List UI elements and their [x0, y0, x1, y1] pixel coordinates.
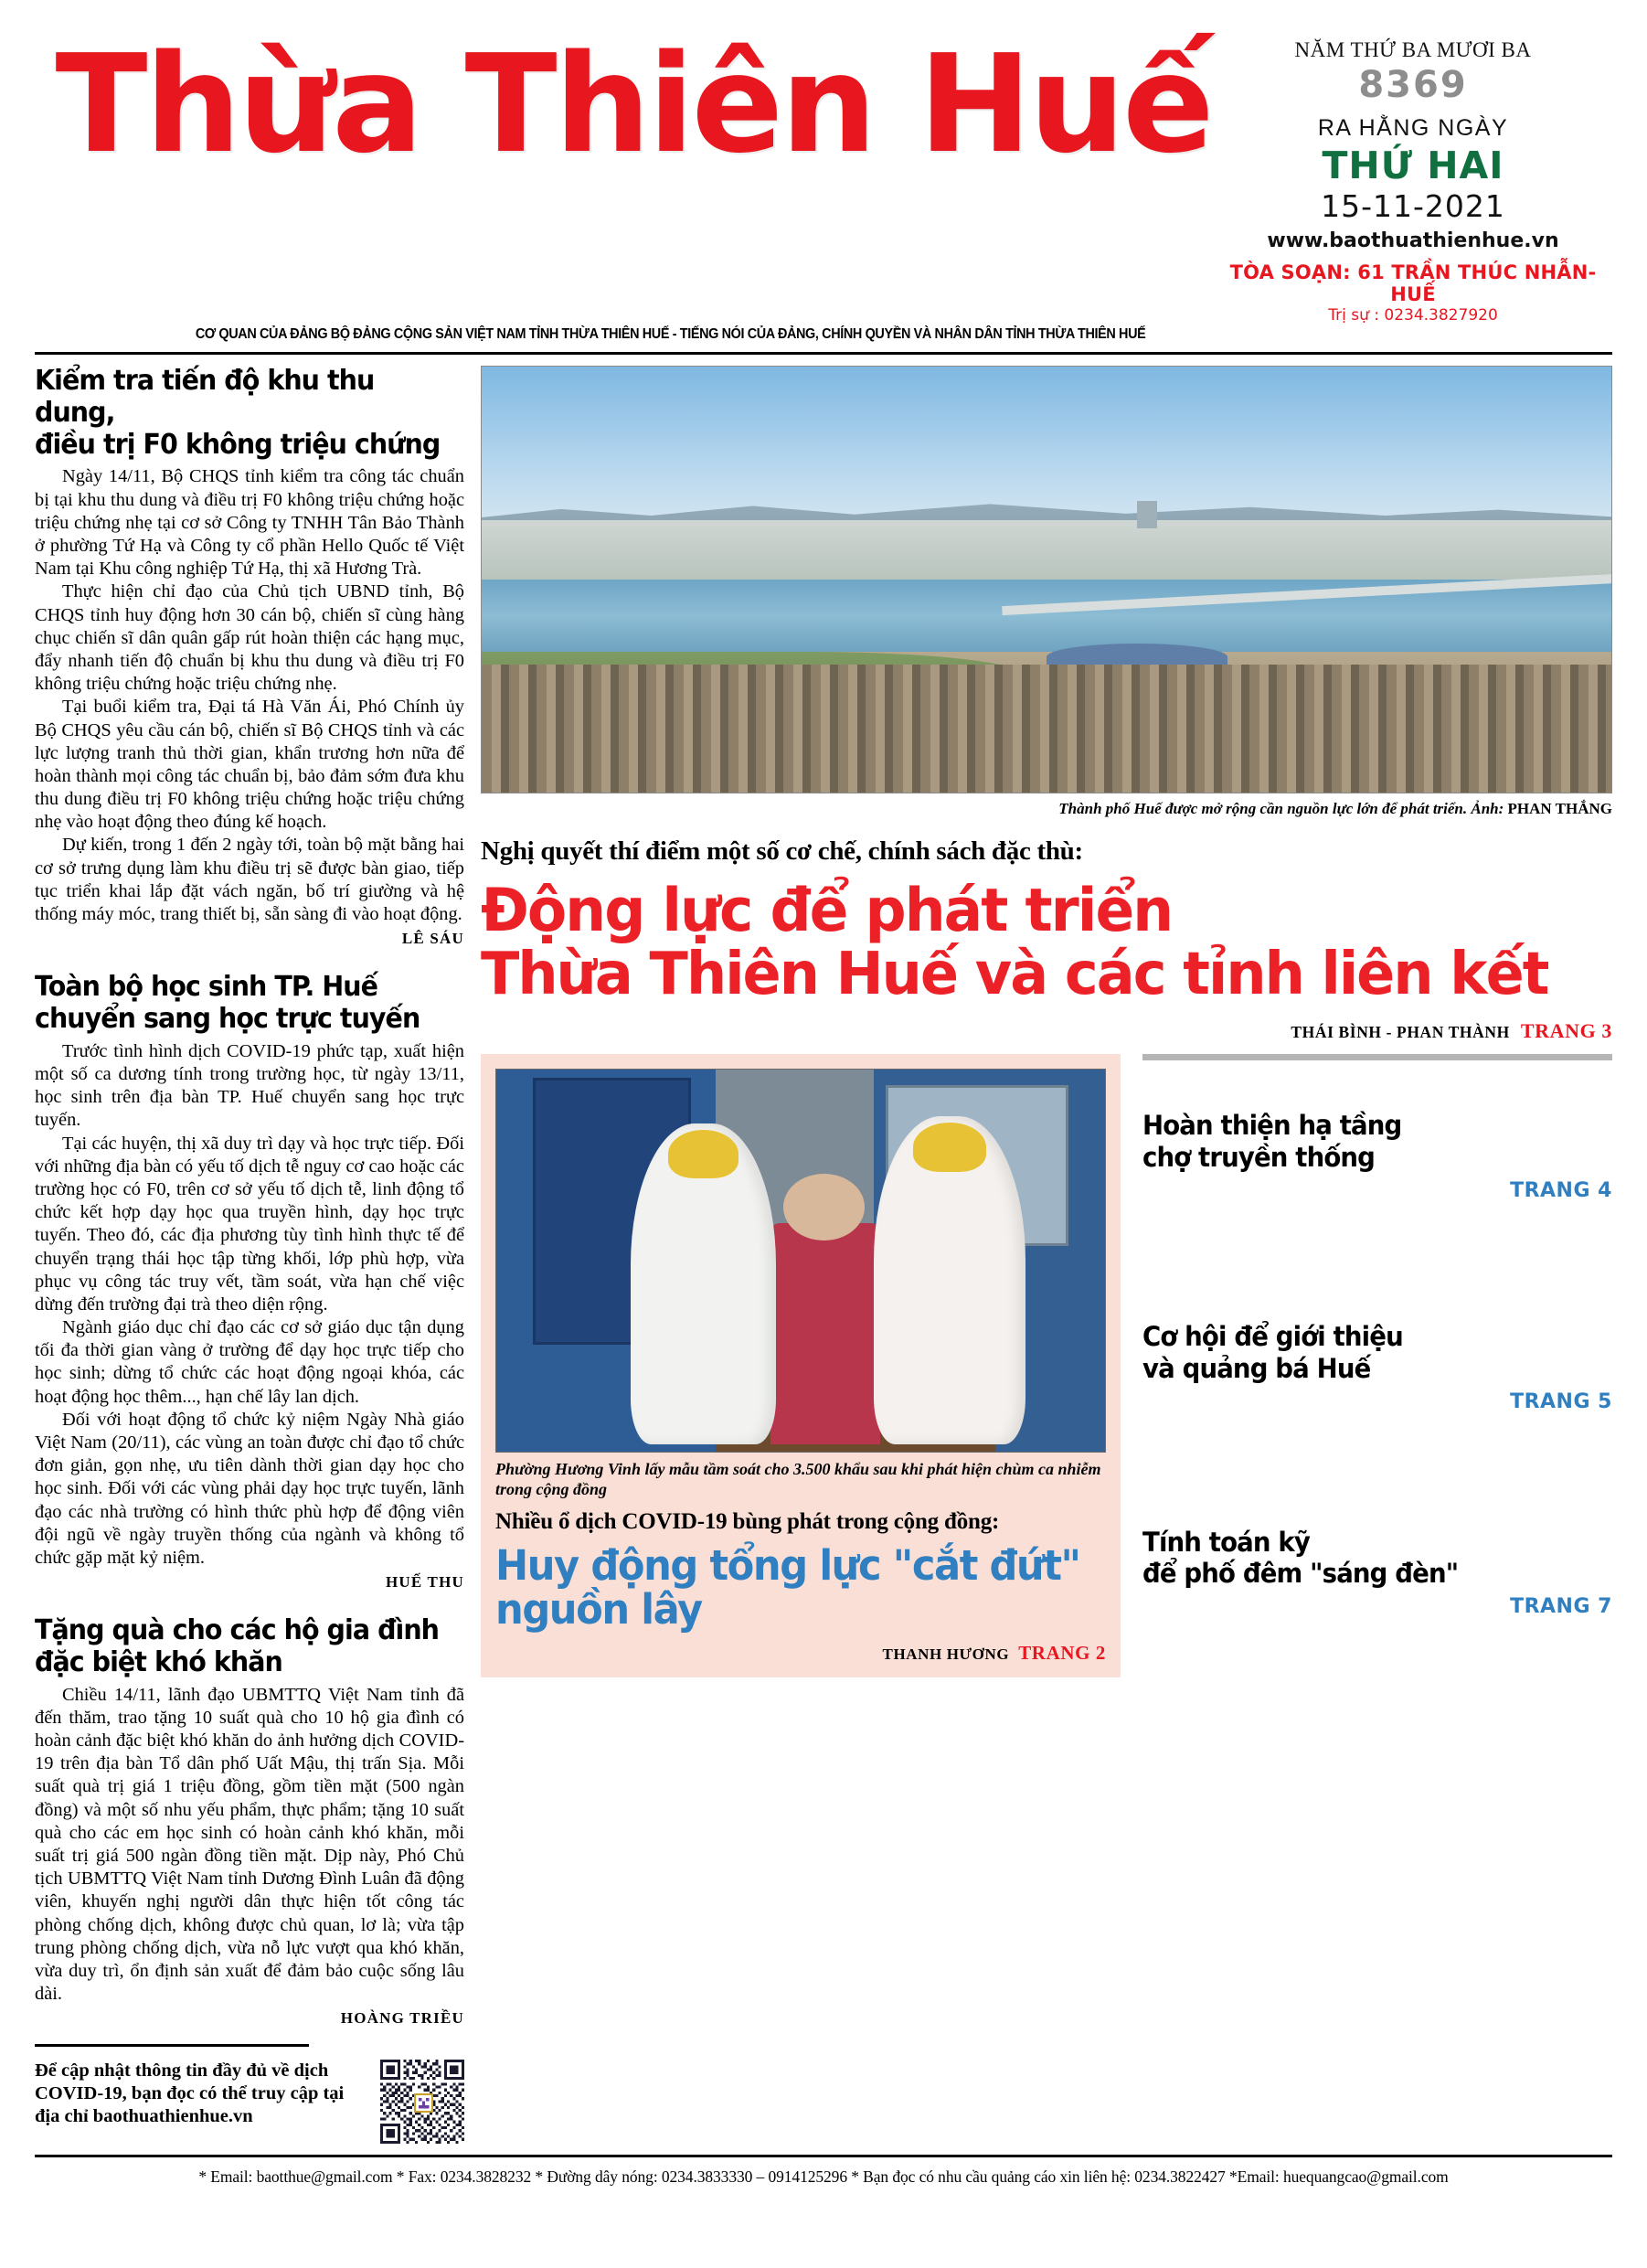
main-column: [481, 366, 1612, 2144]
masthead-divider: [35, 352, 1612, 355]
qr-code-icon[interactable]: [380, 2060, 464, 2144]
page-content: [35, 366, 1612, 2144]
teaser-3-page-ref[interactable]: TRANG 7: [1510, 1595, 1612, 1619]
covid-author: THANH HƯƠNG: [882, 1645, 1010, 1663]
covid-photo-worker-left: [631, 1123, 777, 1444]
teaser-2-line2: và quảng bá Huế: [1142, 1352, 1371, 1384]
office-address: TÒA SOẠN: 61 TRẦN THÚC NHẪN-HUẾ: [1229, 261, 1597, 306]
article3-byline: HOÀNG TRIỀU: [340, 2009, 464, 2028]
article1-body: [35, 465, 464, 926]
footer-contact-line: * Email: baotthue@gmail.com * Fax: 0234.3828232 * Đường dây nóng: 0234.3833330 – 0914125296 * Bạn đọc có nhu cầu quảng cáo xin liên hệ: 0234.3822427 *Email: huequangcao@gmail.com: [198, 2167, 1449, 2187]
teaser-spacer-1: [1142, 1213, 1612, 1321]
teaser-1-line2: chợ truyền thống: [1142, 1142, 1376, 1174]
article1-headline-line1: Kiểm tra tiến độ khu thu dung,: [35, 365, 375, 429]
office-phone: Trị sự : 0234.3827920: [1328, 306, 1498, 325]
covid-page-ref[interactable]: TRANG 2: [1018, 1641, 1106, 1664]
hero-sky-layer: [482, 367, 1611, 528]
teaser-3-title: [1142, 1527, 1589, 1591]
publication-date: 15-11-2021: [1321, 188, 1505, 225]
hero-headline-line1: Động lực để phát triển: [481, 877, 1173, 946]
article-kiem-tra-tien-do[interactable]: [35, 366, 464, 948]
hero-page-ref[interactable]: TRANG 3: [1520, 1019, 1612, 1043]
promo-text: Để cập nhật thông tin đầy đủ về dịch COVID-19, bạn đọc có thể truy cập tại địa chỉ baothuathienhue.vn: [35, 2060, 345, 2127]
article3-headline: [35, 1615, 443, 1679]
hero-kicker: Nghị quyết thí điểm một số cơ chế, chính sách đặc thù:: [481, 836, 1083, 867]
covid-headline[interactable]: Huy động tổng lực "cắt đứt" nguồn lây: [495, 1541, 1080, 1634]
covid-kicker: Nhiều ổ dịch COVID-19 bùng phát trong cộng đồng:: [495, 1509, 1000, 1535]
covid-photo-testing: [495, 1069, 1106, 1453]
teaser-spacer-2: [1142, 1424, 1612, 1527]
lower-section: [481, 1054, 1612, 1677]
article3-para-1: Chiều 14/11, lãnh đạo UBMTTQ Việt Nam tỉnh đã đến thăm, trao tặng 10 suất quà cho 10 hộ gia đình có hoàn cảnh đặc biệt khó khăn do ảnh hưởng dịch COVID-19 trên địa bàn Tổ dân phố Uất Mậu, thị trấn Sịa. Mỗi suất quà trị giá 1 triệu đồng, gồm tiền mặt (500 ngàn đồng) và một số nhu yếu phẩm, thực phẩm; tặng 10 suất quà cho các em học sinh có hoàn cảnh khó khăn, mỗi suất trị giá 500 ngàn đồng tiền mặt. Dịp này, Phó Chủ tịch UBMTTQ Việt Nam tỉnh Dương Đình Luân đã động viên, khuyến nghị người dân thực hiện tốt công tác phòng chống dịch, không được chủ quan, lơ là; vừa tập trung phòng chống dịch, vừa nỗ lực vượt qua khó khăn, vừa duy trì, ổn định sản xuất để đảm bảo cuộc sống lâu dài.: [35, 1684, 464, 2005]
teaser-2-page-ref[interactable]: TRANG 5: [1510, 1390, 1612, 1413]
issue-number: 8369: [1358, 64, 1468, 106]
article-spacer-1: [35, 948, 464, 972]
covid-photo-worker-right: [874, 1116, 1026, 1444]
article1-headline-line2: điều trị F0 không triệu chứng: [35, 428, 441, 461]
article1-para-2: Thực hiện chỉ đạo của Chủ tịch UBND tỉnh, Bộ CHQS tỉnh huy động hơn 30 cán bộ, chiến sĩ cùng hàng chục chiến sĩ dân quân gấp rút hoàn thiện các hạng mục, đẩy nhanh tiến độ chuẩn bị khu thu dung và điều trị F0 không triệu chứng hoặc triệu chứng nhẹ.: [35, 581, 464, 695]
article1-para-3: Tại buổi kiểm tra, Đại tá Hà Văn Ái, Phó Chính ủy Bộ CHQS yêu cầu cán bộ, chiến sĩ Bộ CHQS tỉnh và các lực lượng tranh thủ thời gian, khẩn trương hơn nữa để hoàn thành mọi công tác chuẩn bị, bảo đảm sớm đưa khu thu dung điều trị F0 không triệu chứng hoặc triệu chứng nhẹ vào hoạt động theo đúng kế hoạch.: [35, 697, 464, 833]
hero-river-layer: [482, 580, 1611, 652]
hero-photo-credit: PHAN THẮNG: [1507, 800, 1612, 818]
website-url[interactable]: www.baothuathienhue.vn: [1267, 229, 1559, 253]
covid-photo-seated-person: [770, 1223, 880, 1444]
article2-para-1: Trước tình hình dịch COVID-19 phức tạp, xuất hiện một số ca dương tính trong trường học, từ ngày 13/11, học sinh trên địa bàn TP. Huế chuyển sang học trực tuyến.: [35, 1040, 464, 1131]
article-spacer-2: [35, 1592, 464, 1615]
hero-author: THÁI BÌNH - PHAN THÀNH: [1291, 1023, 1510, 1042]
covid-feature-block[interactable]: [481, 1054, 1121, 1677]
teaser-pho-dem[interactable]: [1142, 1527, 1612, 1619]
teaser-column: [1139, 1054, 1612, 1677]
article2-para-3: Ngành giáo dục chỉ đạo các cơ sở giáo dục tận dụng tối đa thời gian vàng ở trường để dạy học trực tiếp cho học sinh; dừng tổ chức các hoạt động ngoại khóa, các hoạt động học thêm..., hạn chế lây lan dịch.: [35, 1317, 464, 1407]
article2-para-2: Tại các huyện, thị xã duy trì dạy và học trực tiếp. Đối với những địa bàn có yếu tố dịch tễ nguy cơ cao hoặc các trường học có F0, trên cơ sở yếu tố dịch tễ, linh động tổ chức kết hợp dạy học qua truyền hình, dạy học trực tuyến. Theo đó, các địa phương tùy tình hình thực tế để chuyển trạng thái học tập từng khối, lớp phù hợp, vừa phục vụ công tác truy vết, tầm soát, vừa hạn chế việc dừng đến trường đại trà theo diện rộng.: [35, 1133, 464, 1315]
article2-para-4: Đối với hoạt động tổ chức kỷ niệm Ngày Nhà giáo Việt Nam (20/11), các vùng an toàn được chỉ đạo tổ chức đơn giản, gọn nhẹ, ưu tiên dành thời gian dạy học cho học sinh. Đối với các vùng phải dạy học trực tuyến, lãnh đạo các nhà trường có hình thức phù hợp để động viên đội ngũ về ngày truyền thống của ngành và không tổ chức gặp mặt kỷ niệm.: [35, 1409, 464, 1568]
newspaper-wordmark: Thừa Thiên Huế: [55, 26, 1212, 183]
hero-rooftops-layer: [482, 665, 1611, 793]
teaser-3-line1: Tính toán kỹ: [1142, 1526, 1310, 1558]
article3-headline-line2: đặc biệt khó khăn: [35, 1645, 282, 1678]
masthead: [35, 0, 1612, 325]
teaser-divider: [1142, 1054, 1612, 1060]
teaser-2-line1: Cơ hội để giới thiệu: [1142, 1320, 1403, 1352]
covid-info-promo[interactable]: [35, 2060, 464, 2144]
promo-divider: [35, 2044, 309, 2047]
article2-headline-line2: chuyển sang học trực tuyến: [35, 1003, 420, 1036]
article3-headline-line1: Tặng quà cho các hộ gia đình: [35, 1614, 440, 1647]
teaser-2-title: [1142, 1321, 1589, 1385]
article1-para-4: Dự kiến, trong 1 đến 2 ngày tới, toàn bộ mặt bằng hai cơ sở trưng dụng làm khu điều trị sẽ được bàn giao, tiếp tục triển khai lắp đặt vách ngăn, bố trí giường và hệ thống máy móc, trang thiết bị, sẵn sàng đi vào hoạt động.: [35, 835, 464, 925]
article2-body: [35, 1040, 464, 1570]
covid-credit-line: [495, 1642, 1106, 1665]
teaser-1-page-ref[interactable]: TRANG 4: [1510, 1178, 1612, 1202]
teaser-1-title: [1142, 1110, 1589, 1174]
masthead-tagline: CƠ QUAN CỦA ĐẢNG BỘ ĐẢNG CỘNG SẢN VIỆT NAM TỈNH THỪA THIÊN HUẾ - TIẾNG NÓI CỦA ĐẢNG, CHÍNH QUYỀN VÀ NHÂN DÂN TỈNH THỪA THIÊN HUẾ: [195, 326, 1146, 343]
left-column: [35, 366, 464, 2144]
article2-byline: HUẾ THU: [385, 1573, 464, 1592]
hero-headline-line2: Thừa Thiên Huế và các tỉnh liên kết: [481, 941, 1548, 1009]
teaser-3-line2: để phố đêm "sáng đèn": [1142, 1558, 1459, 1590]
article2-headline-line1: Toàn bộ học sinh TP. Huế: [35, 971, 378, 1004]
teaser-cho-truyen-thong[interactable]: [1142, 1110, 1612, 1202]
article3-body: [35, 1684, 464, 2007]
article-tang-qua[interactable]: [35, 1615, 464, 2028]
hero-caption-text: Thành phố Huế được mở rộng cần nguồn lực lớn để phát triển. Ảnh:: [1058, 800, 1508, 818]
hero-photo-caption: [481, 800, 1612, 818]
teaser-quang-ba-hue[interactable]: [1142, 1321, 1612, 1413]
teaser-1-line1: Hoàn thiện hạ tầng: [1142, 1110, 1402, 1142]
weekday-label: THỨ HAI: [1322, 144, 1504, 187]
hero-headline[interactable]: [481, 877, 1578, 1009]
article1-para-1: Ngày 14/11, Bộ CHQS tỉnh kiểm tra công tác chuẩn bị tại khu thu dung và điều trị F0 không triệu chứng hoặc triệu chứng nhẹ tại cơ sở Công ty TNHH Tân Bảo Thành ở phường Tứ Hạ và Công ty cổ phần Hello Quốc tế Việt Nam tại Khu công nghiệp Tứ Hạ, thị xã Hương Trà.: [35, 466, 464, 580]
issue-year-label: NĂM THỨ BA MƯƠI BA: [1294, 38, 1532, 61]
article-hoc-truc-tuyen[interactable]: [35, 972, 464, 1592]
hero-credit-line: [481, 1019, 1612, 1043]
article1-byline: LÊ SÁU: [401, 930, 464, 948]
article2-headline: [35, 972, 443, 1036]
frequency-label: RA HẰNG NGÀY: [1317, 115, 1509, 141]
covid-photo-caption: Phường Hương Vinh lấy mẫu tầm soát cho 3.500 khẩu sau khi phát hiện chùm ca nhiễm trong cộng đồng: [495, 1460, 1101, 1499]
masthead-info: [1214, 24, 1612, 325]
masthead-left: [35, 24, 1214, 183]
article1-headline: [35, 366, 443, 461]
hero-cityscape-layer: [482, 520, 1611, 580]
hero-photo-hue-city: [481, 366, 1612, 793]
